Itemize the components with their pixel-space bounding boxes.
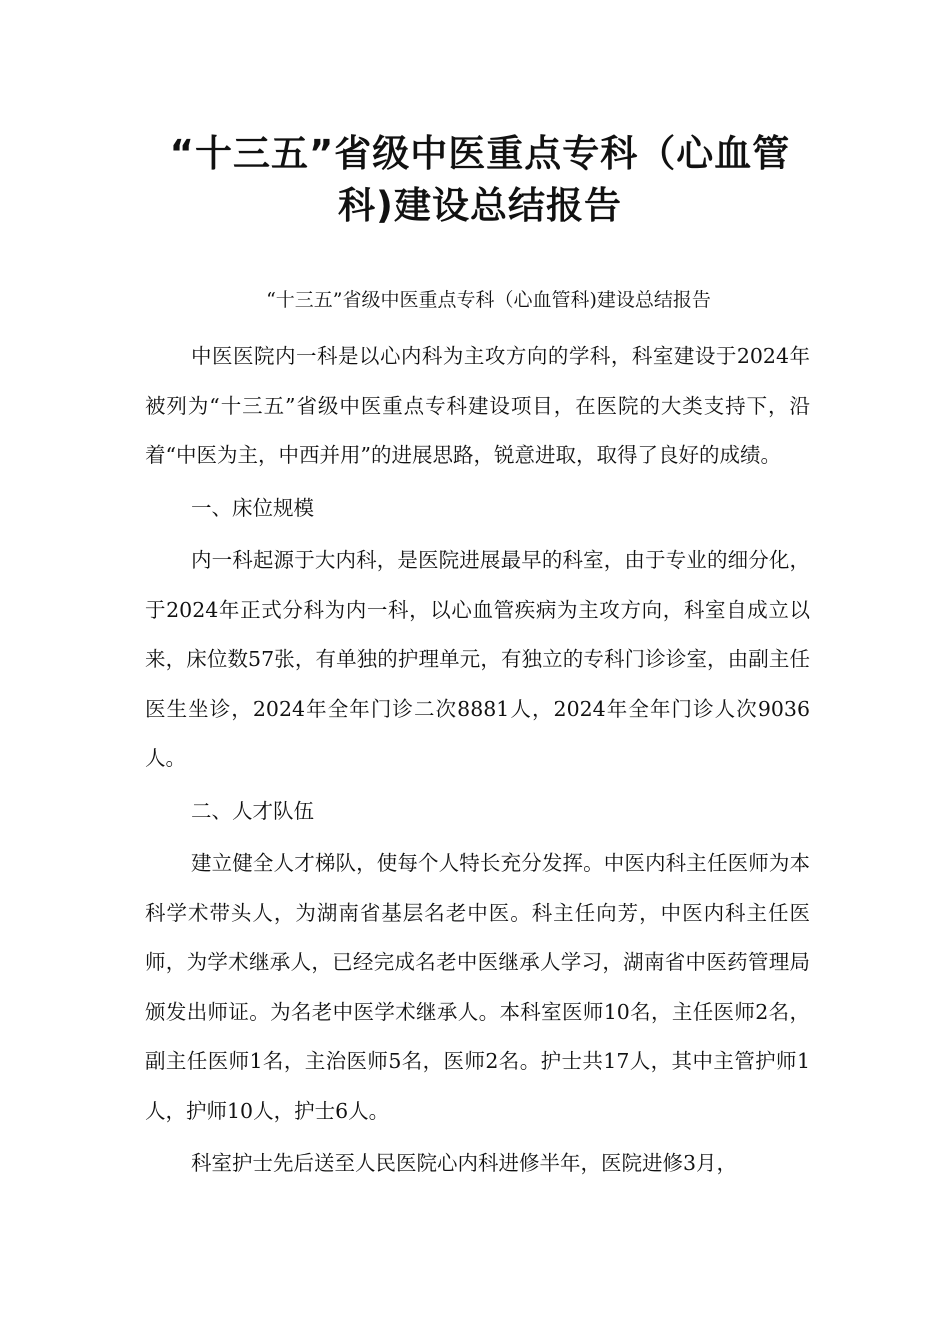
document-title-line-1: “十三五”省级中医重点专科（心血管 bbox=[169, 132, 791, 175]
paragraph-talent: 建立健全人才梯队，使每个人特长充分发挥。中医内科主任医师为本科学术带头人，为湖南省基层名老中医。科主任向芳，中医内科主任医师，为学术继承人，已经完成名老中医继承人学习，湖南省中医药管理局颁发出师证。为名老中医学术继承人。本科室医师10名，主任医师2名，副主任医师1名，主治医师5名，医师2名。护士共17人，其中主管护师1人，护师10人，护士6人。 bbox=[145, 851, 810, 1123]
section-heading-beds: 一、床位规模 bbox=[191, 495, 314, 520]
document-subtitle: “十三五”省级中医重点专科（心血管科)建设总结报告 bbox=[266, 289, 711, 311]
paragraph-intro: 中医医院内一科是以心内科为主攻方向的学科，科室建设于2024年被列为“十三五”省级中医重点专科建设项目，在医院的大类支持下，沿着“中医为主，中西并用”的进展思路，锐意进取，取得了良好的成绩。 bbox=[145, 344, 810, 467]
section-heading-talent: 二、人才队伍 bbox=[191, 798, 314, 823]
document-body bbox=[145, 282, 810, 1192]
paragraph-nurse-training: 科室护士先后送至人民医院心内科进修半年，医院进修3月， bbox=[191, 1151, 738, 1175]
document-title-line-2: 科)建设总结报告 bbox=[338, 184, 622, 227]
paragraph-beds: 内一科起源于大内科，是医院进展最早的科室，由于专业的细分化，于2024年正式分科为内一科，以心血管疾病为主攻方向，科室自成立以来，床位数57张，有单独的护理单元，有独立的专科门诊诊室，由副主任医生坐诊，2024年全年门诊二次8881人，2024年全年门诊人次9036人。 bbox=[145, 548, 810, 770]
